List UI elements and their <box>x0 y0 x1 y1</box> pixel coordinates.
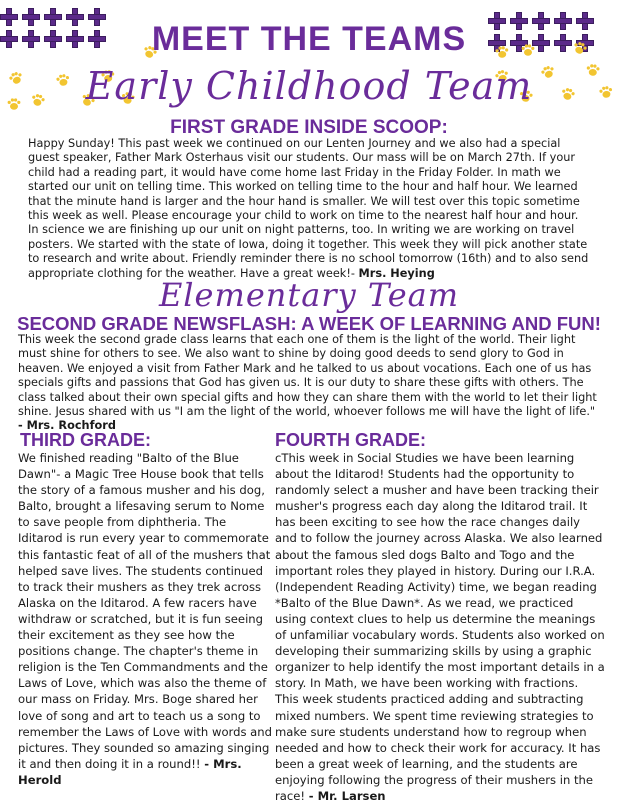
first-grade-text <box>28 137 590 281</box>
early-childhood-team-label: Early Childhood Team <box>85 64 533 108</box>
third-grade-text <box>18 450 273 788</box>
fourth-grade-text <box>275 450 605 804</box>
page-title: MEET THE TEAMS <box>151 20 467 58</box>
fourth-grade-signature: - Mr. Larsen <box>308 788 386 803</box>
second-grade-text <box>18 333 598 434</box>
third-grade-heading: THIRD GRADE: <box>20 430 151 450</box>
elementary-team-label: Elementary Team <box>158 276 460 314</box>
second-grade-heading: SECOND GRADE NEWSFLASH: A WEEK OF LEARNING AND FUN! <box>17 313 601 334</box>
first-grade-heading: FIRST GRADE INSIDE SCOOP: <box>170 117 448 138</box>
third-grade-body: We finished reading "Balto of the Blue Dawn"- a Magic Tree House book that tells the story of a famous musher and his dog, Balto, brought a lifesaving serum to Nome to save people from diphtheria. The Iditarod is run every year to commemorate this fantastic feat of all of the mushers that helped save lives. The students continued to track their mushers as they trek across Alaska on the Iditarod. A few racers have withdraw or scratched, but it is fun seeing their excitement as they see how the positions change. The chapter's theme in religion is the Ten Commandments and the Laws of Love, which was also the theme of our mass on Friday. Mrs. Boge shared her love of song and art to teach us a song to remember the Laws of Love with words and pictures. They sounded so amazing singing it and then doing it in a round!! <box>18 451 272 771</box>
first-grade-body: Happy Sunday! This past week we continued on our Lenten Journey and we also had a special guest speaker, Father Mark Osterhaus visit our students. Our mass will be on March 27th. If your child had a reading part, it would have come home last Friday in the Friday Folder. In math we started our unit on telling time. This worked on telling time to the hour and half hour. We learned that the minute hand is larger and the hour hand is smaller. We will test over this topic sometime this week as well. Please encourage your child to work on time to the nearest half hour and hour. In science we are finishing up our unit on night patterns, too. In writing we are working on travel posters. We started with the state of Iowa, doing it together. This week they will pick another state to research and write about. Friendly reminder there is no school tomorrow (16th) and to also send appropriate clothing for the weather. Have a great week!- <box>28 137 589 280</box>
fourth-grade-body: cThis week in Social Studies we have been learning about the Iditarod! Students had the opportunity to randomly select a musher and have been tracking their musher's progress each day along the Iditarod trail. It has been exciting to see how the race changes daily and to follow the journey across Alaska. We also learned about the famous sled dogs Balto and Togo and the important roles they played in history. During our I.R.A. (Independent Reading Activity) time, we began reading *Balto of the Blue Dawn*. As we read, we practiced using context clues to help us determine the meanings of unfamiliar vocabulary words. Students also worked on developing their summarizing skills by using a graphic organizer to help identify the most important details in a story. In Math, we have been working with fractions. This week students practiced adding and subtracting mixed numbers. We spent time reviewing strategies to make sure students understand how to regroup when needed and how to check their work for accuracy. It has been a great week of learning, and the students are enjoying following the progress of their mushers in the race! <box>275 451 605 803</box>
second-grade-body: This week the second grade class learns that each one of them is the light of the world. Their light must shine for others to see. We also want to shine by doing good deeds to send glory to God in heaven. We enjoyed a visit from Father Mark and he talked to us about vocations. Each one of us has specials gifts and passions that God has given us. It is our duty to share these gifts with others. The class talked about their own special gifts and how they can share them with the world to let their light shine. Jesus shared with us "I am the light of the world, whoever follows me will have the light of life." <box>18 333 597 419</box>
second-grade-signature: - Mrs. Rochford <box>18 419 116 433</box>
first-grade-signature: Mrs. Heying <box>358 266 435 280</box>
fourth-grade-heading: FOURTH GRADE: <box>275 430 426 450</box>
third-grade-signature: - Mrs. Herold <box>18 756 242 787</box>
